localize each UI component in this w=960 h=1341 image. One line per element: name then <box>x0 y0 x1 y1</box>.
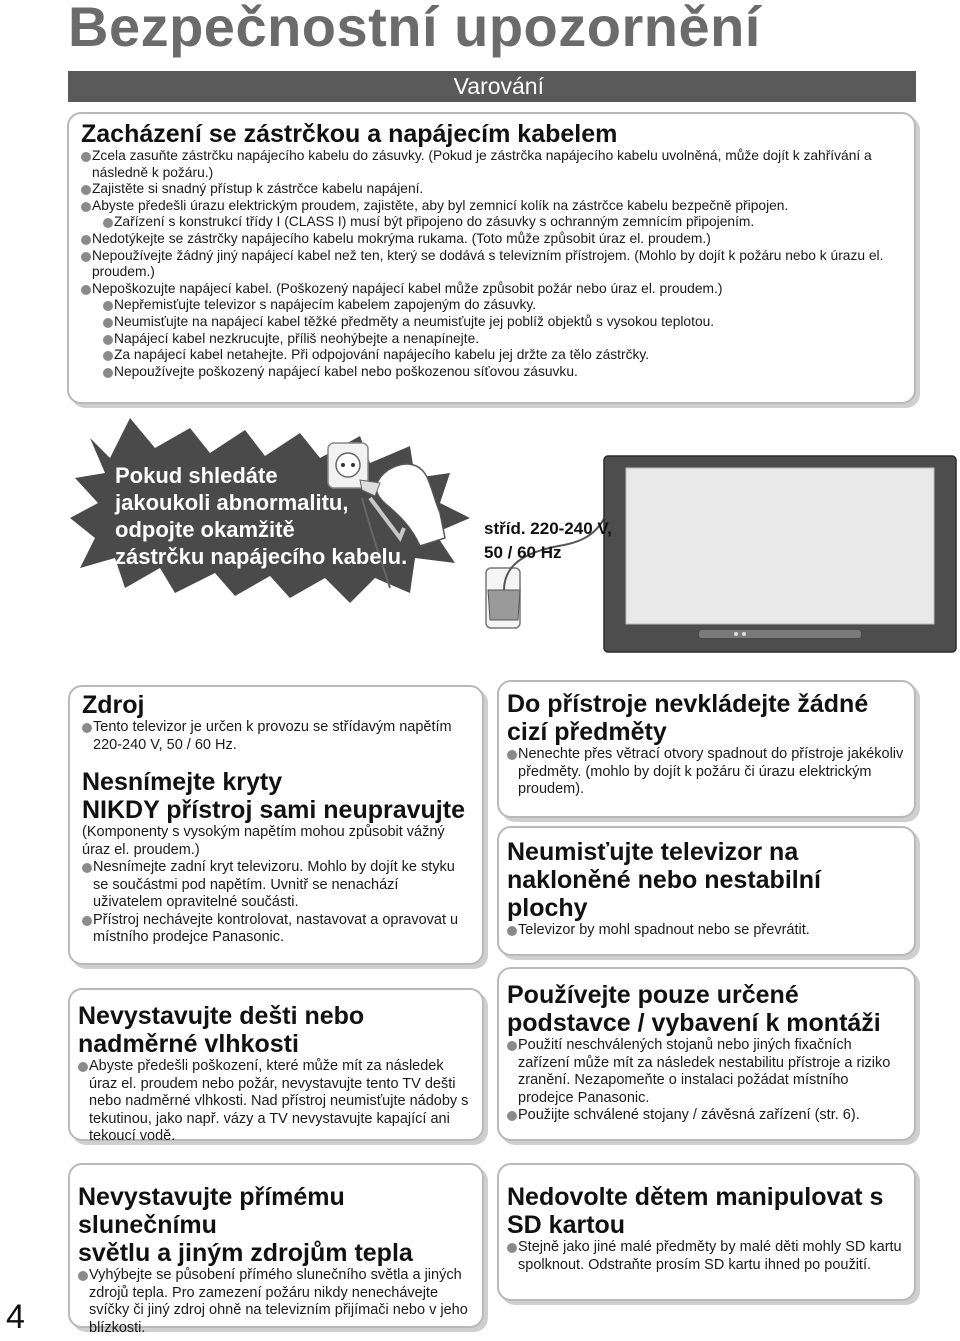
power-source-section <box>68 685 484 965</box>
list-item: Přístroj nechávejte kontrolovat, nastavovat a opravovat u místního prodejce Panasonic. <box>82 912 470 947</box>
section-title: plochy <box>507 894 588 922</box>
list-item: Zcela zasuňte zástrčku napájecího kabelu do zásuvky. (Pokud je zástrčka napájecího kabelu uvolněná, může dojít k zahřívání a následně k požáru.) <box>81 148 902 181</box>
neumistujte-list <box>507 922 906 940</box>
sd-card-section <box>497 1163 916 1301</box>
warning-line: odpojte okamžitě <box>115 517 295 542</box>
plug-icon <box>488 590 520 620</box>
page-number: 4 <box>6 1298 25 1336</box>
list-item: Abyste předešli úrazu elektrickým proudem, zajistěte, aby byl zemnicí kolík na zástrčce kabelu bezpečně připojen. <box>81 198 902 215</box>
dest-list <box>78 1058 474 1146</box>
voltage-line: 50 / 60 Hz <box>484 543 562 562</box>
section-title: Používejte pouze určené <box>507 981 799 1009</box>
section-title: Neumisťujte televizor na <box>507 838 799 866</box>
list-item: Za napájecí kabel netahejte. Při odpojování napájecího kabelu jej držte za tělo zástrčky. <box>81 347 902 364</box>
list-item: Abyste předešli poškození, které může mít za následek úraz el. proudem nebo požár, nevystavujte tento TV dešti nebo nadměrné vlhkosti. Nad přístroj neumisťujte nádoby s tekutinou, jako např. vázy a TV nevystavujte kapající ani tekoucí vodě. <box>78 1058 474 1146</box>
list-item: Použití neschválených stojanů nebo jiných fixačních zařízení může mít za následek nestabilitu přístroje a riziko zranění. Nezapomeňte o instalaci požádat místního prodejce Panasonic. <box>507 1037 906 1107</box>
warning-line: zástrčku napájecího kabelu. <box>115 544 408 569</box>
section-title: Zacházení se zástrčkou a napájecím kabelem <box>81 120 618 148</box>
voltage-line: stříd. 220-240 V, <box>484 519 612 538</box>
section-note: (Komponenty s vysokým napětím mohou způsobit vážný úraz el. proudem.) <box>82 824 445 858</box>
nevkladejte-list <box>507 746 906 799</box>
pouzivejte-list <box>507 1037 906 1125</box>
list-item: Nepoužívejte poškozený napájecí kabel nebo poškozenou síťovou zásuvku. <box>81 364 902 381</box>
section-title: Nevystavujte dešti nebo <box>78 1002 365 1030</box>
section-title: SD kartou <box>507 1211 626 1239</box>
page-title: Bezpečnostní upozornění <box>68 0 761 58</box>
section-title: cizí předměty <box>507 718 667 746</box>
list-item: Nepoužívejte žádný jiný napájecí kabel než ten, který se dodává s televizním přístrojem. (Mohlo by dojít k požáru nebo k úrazu el. proudem.) <box>81 248 902 281</box>
voltage-label <box>484 517 612 565</box>
warning-line: jakoukoli abnormalitu, <box>115 490 349 515</box>
section-title: nadměrné vlhkosti <box>78 1030 299 1058</box>
sd-list <box>507 1239 906 1274</box>
approved-stands-section <box>497 967 916 1141</box>
warning-callout <box>115 462 407 570</box>
section-title: Do přístroje nevkládejte žádné <box>507 690 869 718</box>
list-item: Nenechte přes větrací otvory spadnout do přístroje jakékoliv předměty. (mohlo by dojít k požáru či úrazu elektrickým proudem). <box>507 746 906 799</box>
rain-moisture-section <box>68 988 484 1144</box>
list-item: Použijte schválené stojany / závěsná zařízení (str. 6). <box>507 1107 906 1125</box>
list-item: Nepoškozujte napájecí kabel. (Poškozený napájecí kabel může způsobit požár nebo úraz el. proudem.) <box>81 281 902 298</box>
plug-cable-section <box>67 112 916 404</box>
section-title: nakloněné nebo nestabilní <box>507 866 821 894</box>
list-item: Zařízení s konstrukcí třídy I (CLASS I) musí být připojeno do zásuvky s ochranným zemnícím připojením. <box>81 214 902 231</box>
section-title: Zdroj <box>82 691 145 719</box>
section-title: podstavce / vybavení k montáži <box>507 1009 881 1037</box>
plug-list <box>81 148 902 380</box>
list-item: Tento televizor je určen k provozu se střídavým napětím 220-240 V, 50 / 60 Hz. <box>82 719 470 754</box>
section-title: Nedovolte dětem manipulovat s <box>507 1183 884 1211</box>
list-item: Televizor by mohl spadnout nebo se převrátit. <box>507 922 906 940</box>
sunlight-heat-section <box>68 1163 484 1336</box>
section-title: NIKDY přístroj sami neupravujte <box>82 796 465 824</box>
warning-banner <box>68 71 916 102</box>
unstable-surface-section <box>497 826 916 956</box>
list-item: Nepřemisťujte televizor s napájecím kabelem zapojeným do zásuvky. <box>81 297 902 314</box>
section-title: Nesnímejte kryty <box>82 768 283 796</box>
tv-screen <box>626 468 934 624</box>
list-item: Zajistěte si snadný přístup k zástrčce kabelu napájení. <box>81 181 902 198</box>
covers-list <box>82 859 470 947</box>
list-item: Nedotýkejte se zástrčky napájecího kabelu mokrýma rukama. (Toto může způsobit úraz el. proudem.) <box>81 231 902 248</box>
list-item: Nesnímejte zadní kryt televizoru. Mohlo by dojít ke styku se součástmi pod napětím. Uvnitř se nenachází uživatelem opravitelné součásti. <box>82 859 470 912</box>
list-item: Neumisťujte na napájecí kabel těžké předměty a neumisťujte jej poblíž objektů s vysokou teplotou. <box>81 314 902 331</box>
section-title: světlu a jiným zdrojům tepla <box>78 1239 413 1267</box>
list-item: Napájecí kabel nezkrucujte, příliš neohýbejte a nenapínejte. <box>81 331 902 348</box>
list-item: Stejně jako jiné malé předměty by malé děti mohly SD kartu spolknout. Odstraňte prosím SD kartu ihned po použití. <box>507 1239 906 1274</box>
warning-banner-label: Varování <box>453 73 544 99</box>
zdroj-list <box>82 719 470 754</box>
slunce-list <box>78 1267 474 1337</box>
warning-line: Pokud shledáte <box>115 463 278 488</box>
section-title: Nevystavujte přímému slunečnímu <box>78 1183 345 1239</box>
list-item: Vyhýbejte se působení přímého slunečního světla a jiných zdrojů tepla. Pro zamezení požáru nikdy nenechávejte svíčky či jiný zdroj ohně na televizním přijímači nebo v jeho blízkosti. <box>78 1267 474 1337</box>
foreign-objects-section <box>497 680 916 818</box>
